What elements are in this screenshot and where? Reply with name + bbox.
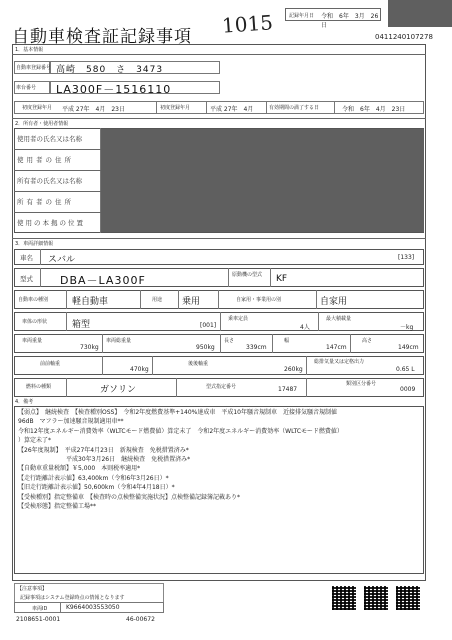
user-id-value: K9664003553050 bbox=[66, 604, 120, 611]
divider bbox=[12, 118, 426, 119]
use-label: 用途 bbox=[152, 297, 163, 303]
divider bbox=[14, 191, 101, 192]
divider bbox=[334, 101, 335, 114]
document-number: 0411240107278 bbox=[375, 33, 433, 41]
weight-value: 730kg bbox=[80, 344, 99, 351]
capacity-value: 4人 bbox=[300, 324, 310, 331]
section3-heading: 3．車両詳細情報 bbox=[15, 241, 54, 247]
kind-label: 自動車の種別 bbox=[18, 297, 49, 303]
capacity-label: 乗車定員 bbox=[228, 316, 249, 322]
engine-label: 原動機の型式 bbox=[232, 272, 263, 278]
remarks-line: 【受検種別】指定整備車 【検査時の点検整備実施状況】点検整備記録簿記載あり* bbox=[18, 493, 241, 501]
remarks-line: 【受検形態】指定整備工場** bbox=[18, 503, 97, 511]
use-value: 乗用 bbox=[182, 297, 201, 307]
divider bbox=[40, 268, 41, 287]
divider bbox=[218, 290, 219, 309]
weight-label: 車両重量 bbox=[22, 338, 43, 344]
first-reg-value: 平成 27年 4月 23日 bbox=[62, 106, 125, 113]
divider bbox=[66, 312, 67, 331]
displacement-value: 0.65 L bbox=[396, 366, 415, 373]
owner-address-label: 所有者の住所 bbox=[17, 198, 74, 206]
first-reg-month-value: 平成 27年 4月 bbox=[210, 106, 254, 113]
divider bbox=[152, 356, 153, 375]
expiry-label: 有効期間の満了する日 bbox=[269, 105, 320, 111]
record-date-value: 令和 6年 3月 26日 bbox=[321, 13, 379, 29]
qr-code bbox=[396, 586, 420, 610]
qr-code bbox=[364, 586, 388, 610]
base-location-label: 使用の本拠の位置 bbox=[17, 219, 85, 227]
divider bbox=[270, 268, 271, 287]
fuel-label: 燃料の種類 bbox=[26, 384, 52, 390]
divider bbox=[272, 334, 273, 353]
remarks-line: 【26年度規制】 平成27年4月23日 新規検査 免税措置済み* bbox=[18, 446, 189, 454]
type-value: DBA－LA300F bbox=[60, 274, 146, 287]
first-reg-month-label: 初度登録年月 bbox=[160, 105, 191, 111]
front-axle-label: 前前軸重 bbox=[40, 361, 61, 367]
body-label: 車体の形状 bbox=[22, 319, 48, 325]
divider bbox=[316, 290, 317, 309]
displacement-label: 総排気量又は定格出力 bbox=[314, 359, 365, 365]
make-row bbox=[14, 249, 424, 265]
height-label: 高さ bbox=[362, 338, 373, 344]
remarks-line: 【旧走行距離計表示値】50,600km（令和4年4月18日）* bbox=[18, 484, 175, 492]
body-value: 箱型 bbox=[72, 320, 91, 330]
owner-info-redaction bbox=[101, 129, 424, 232]
remarks-line: 96dB マフラー加速騒音規制適用車** bbox=[18, 418, 124, 426]
notice-text: 記録事項はシステム登録時点の情報となります bbox=[20, 595, 125, 601]
purpose-value: 自家用 bbox=[320, 297, 348, 307]
remarks-line: ）算定未了* bbox=[18, 437, 52, 445]
page-title: 自動車検査証記録事項 bbox=[12, 27, 192, 47]
record-date-label: 記録年月日 bbox=[289, 13, 315, 19]
remarks-line: 平成30年3月26日 継続検査 免税措置済み* bbox=[18, 456, 191, 464]
make-value: スバル bbox=[48, 255, 76, 265]
rear-axle-label: 後後軸重 bbox=[188, 361, 209, 367]
width-label: 幅 bbox=[284, 338, 290, 344]
section2-heading: 2．所有者・使用者情報 bbox=[15, 121, 69, 127]
kind-value: 軽自動車 bbox=[72, 297, 109, 307]
record-date-box bbox=[285, 8, 381, 29]
left-code: 2108651-0001 bbox=[16, 616, 61, 623]
max-load-value: －kg bbox=[400, 324, 414, 331]
notice-label: 【注意事項】 bbox=[17, 586, 48, 592]
divider bbox=[14, 212, 101, 213]
expiry-value: 令和 6年 4月 23日 bbox=[342, 106, 406, 113]
divider bbox=[178, 290, 179, 309]
front-axle-value: 470kg bbox=[130, 366, 149, 373]
user-address-label: 使用者の住所 bbox=[17, 156, 74, 164]
divider bbox=[40, 249, 41, 265]
divider bbox=[220, 312, 221, 331]
remarks-line: 【自動車重量税額】￥5,000 本則税率適用* bbox=[18, 465, 141, 473]
length-label: 長さ bbox=[224, 338, 235, 344]
width-value: 147cm bbox=[326, 344, 347, 351]
engine-value: KF bbox=[276, 274, 288, 284]
divider bbox=[306, 378, 307, 397]
divider bbox=[306, 356, 307, 375]
gross-label: 車両総重量 bbox=[106, 338, 132, 344]
divider bbox=[12, 238, 426, 239]
remarks-line: 【走行距離計表示値】63,400km（令和6年3月26日）* bbox=[18, 474, 169, 482]
divider bbox=[102, 356, 103, 375]
first-reg-label: 初度登録年月 bbox=[22, 105, 53, 111]
divider bbox=[14, 170, 101, 171]
divider bbox=[220, 334, 221, 353]
divider bbox=[66, 290, 67, 309]
divider bbox=[12, 54, 426, 55]
divider bbox=[102, 334, 103, 353]
section1-heading: 1．基本情報 bbox=[15, 47, 44, 53]
class-no-value: 0009 bbox=[400, 386, 416, 393]
rear-axle-value: 260kg bbox=[284, 366, 303, 373]
divider bbox=[228, 268, 229, 287]
user-name-label: 使用者の氏名又は名称 bbox=[17, 135, 82, 143]
right-code: 46-00672 bbox=[126, 616, 155, 623]
chassis-value: LA300F－1516110 bbox=[56, 83, 172, 96]
section4-heading: 4．備考 bbox=[15, 399, 34, 405]
divider bbox=[14, 149, 101, 150]
height-value: 149cm bbox=[398, 344, 419, 351]
qr-code bbox=[332, 586, 356, 610]
divider bbox=[140, 290, 141, 309]
divider bbox=[156, 101, 157, 114]
max-load-label: 最大積載量 bbox=[326, 316, 352, 322]
purpose-label: 自家用・事業用の別 bbox=[236, 297, 282, 303]
body-code: [001] bbox=[200, 322, 217, 329]
remarks-line: 令和12年度エネルギー消費効率（WLTCモード燃費値）算定未了 令和2年度エネルギー消費効率（WLTCモード燃費値） bbox=[18, 427, 343, 435]
divider bbox=[66, 378, 67, 397]
length-value: 339cm bbox=[246, 344, 267, 351]
type-label: 型式 bbox=[20, 275, 33, 283]
divider bbox=[60, 602, 61, 613]
reg-no-value: 高崎 580 さ 3473 bbox=[56, 65, 164, 75]
gross-value: 950kg bbox=[196, 344, 215, 351]
model-no-label: 型式指定番号 bbox=[206, 384, 237, 390]
divider bbox=[350, 334, 351, 353]
class-no-label: 類別区分番号 bbox=[346, 381, 377, 387]
user-id-label: 車両ID bbox=[32, 606, 48, 612]
fuel-value: ガソリン bbox=[100, 385, 137, 395]
make-code: [133] bbox=[398, 254, 415, 261]
remarks-text bbox=[18, 408, 420, 511]
make-label: 車名 bbox=[20, 254, 33, 262]
reg-no-label: 自動車登録番号 bbox=[16, 65, 52, 71]
divider bbox=[176, 378, 177, 397]
remarks-line: 【弱点】 継続検査 【検査種別OSS】 令和2年度燃費基準+140%達成車 平成10年騒音規制車 近接排気騒音規制値 bbox=[18, 409, 337, 416]
model-no-value: 17487 bbox=[278, 386, 298, 393]
redaction-top-right bbox=[388, 0, 452, 27]
divider bbox=[206, 101, 207, 114]
handwritten-note: 1015 bbox=[221, 10, 274, 38]
divider bbox=[318, 312, 319, 331]
owner-name-label: 所有者の氏名又は名称 bbox=[17, 177, 82, 185]
divider bbox=[266, 101, 267, 114]
chassis-label: 車台番号 bbox=[16, 85, 37, 91]
